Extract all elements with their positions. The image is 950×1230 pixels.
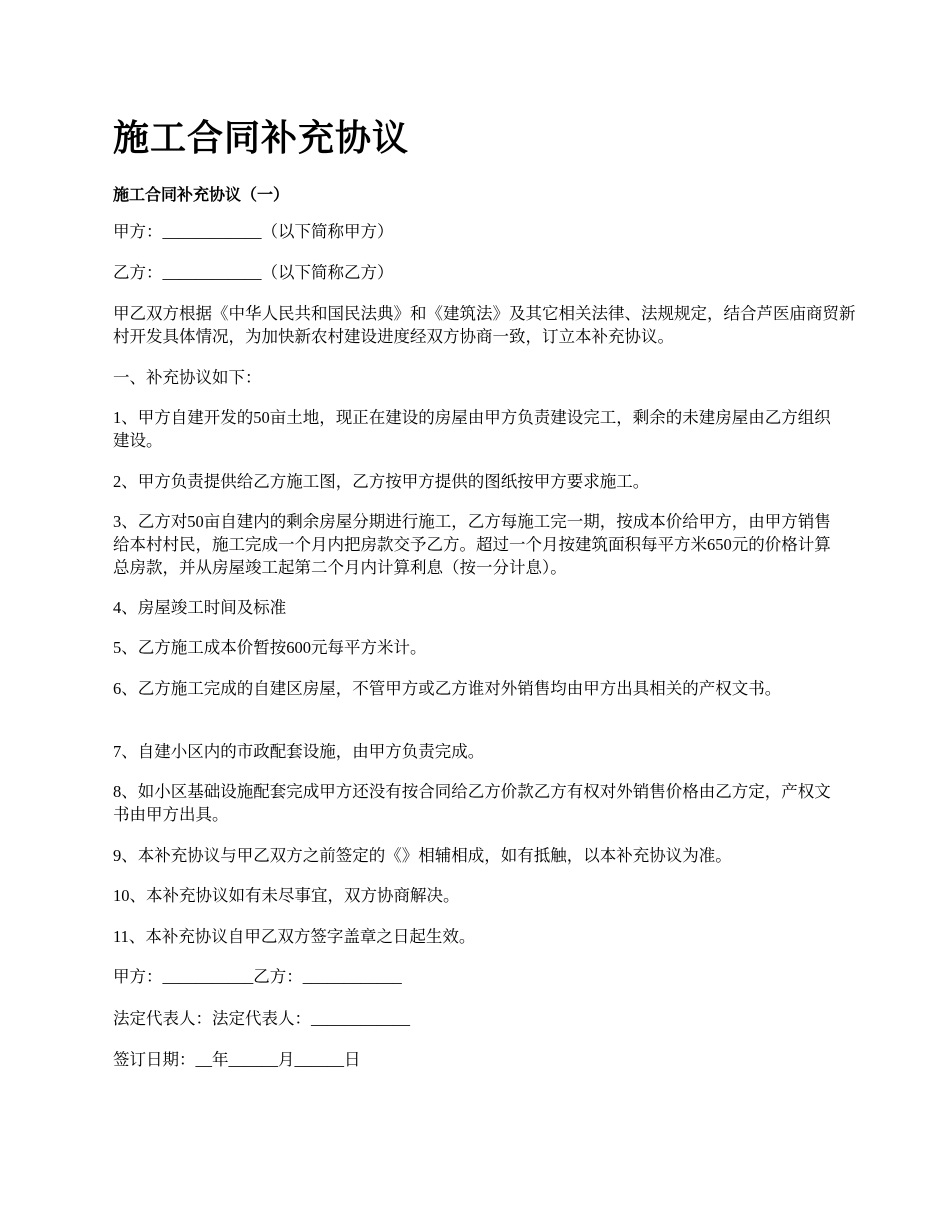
clause-6: 6、乙方施工完成的自建区房屋，不管甲方或乙方谁对外销售均由甲方出具相关的产权文书。 bbox=[113, 679, 782, 698]
document-title: 施工合同补充协议 bbox=[113, 118, 410, 158]
signing-date-line: 签订日期：__年______月______日 bbox=[113, 1050, 361, 1069]
document-subtitle: 施工合同补充协议（一） bbox=[113, 187, 290, 204]
preamble-paragraph: 甲乙双方根据《中华人民共和国民法典》和《建筑法》及其它相关法律、法规规定，结合芦医庙商贸新村开发具体情况，为加快新农村建设进度经双方协商一致，订立本补充协议。 bbox=[113, 304, 856, 346]
clause-10: 10、本补充协议如有未尽事宜，双方协商解决。 bbox=[113, 886, 460, 905]
clause-7: 7、自建小区内的市政配套设施，由甲方负责完成。 bbox=[113, 742, 485, 761]
signature-parties-line: 甲方：___________乙方：____________ bbox=[113, 967, 402, 986]
clause-5: 5、乙方施工成本价暂按600元每平方米计。 bbox=[113, 638, 427, 657]
clause-3: 3、乙方对50亩自建内的剩余房屋分期进行施工，乙方每施工完一期，按成本价给甲方，由甲方销售给本村村民，施工完成一个月内把房款交予乙方。超过一个月按建筑面积每平方米650元的价格计算总房款，并从房屋竣工起第二个月内计算利息（按一分计息）。 bbox=[113, 512, 831, 577]
party-b-line: 乙方：____________（以下简称乙方） bbox=[113, 263, 394, 282]
legal-representatives-line: 法定代表人：法定代表人：____________ bbox=[113, 1009, 410, 1028]
clause-4: 4、房屋竣工时间及标准 bbox=[113, 598, 287, 617]
clause-11: 11、本补充协议自甲乙双方签字盖章之日起生效。 bbox=[113, 927, 476, 946]
party-a-line: 甲方：____________（以下简称甲方） bbox=[113, 222, 394, 241]
clause-9: 9、本补充协议与甲乙双方之前签定的《》相辅相成，如有抵触，以本补充协议为准。 bbox=[113, 846, 732, 865]
clause-2: 2、甲方负责提供给乙方施工图，乙方按甲方提供的图纸按甲方要求施工。 bbox=[113, 472, 650, 491]
clause-1: 1、甲方自建开发的50亩土地，现正在建设的房屋由甲方负责建设完工，剩余的未建房屋由乙方组织建设。 bbox=[113, 408, 831, 450]
section-heading: 一、补充协议如下： bbox=[113, 368, 262, 387]
clause-8: 8、如小区基础设施配套完成甲方还没有按合同给乙方价款乙方有权对外销售价格由乙方定，产权文书由甲方出具。 bbox=[113, 782, 831, 824]
